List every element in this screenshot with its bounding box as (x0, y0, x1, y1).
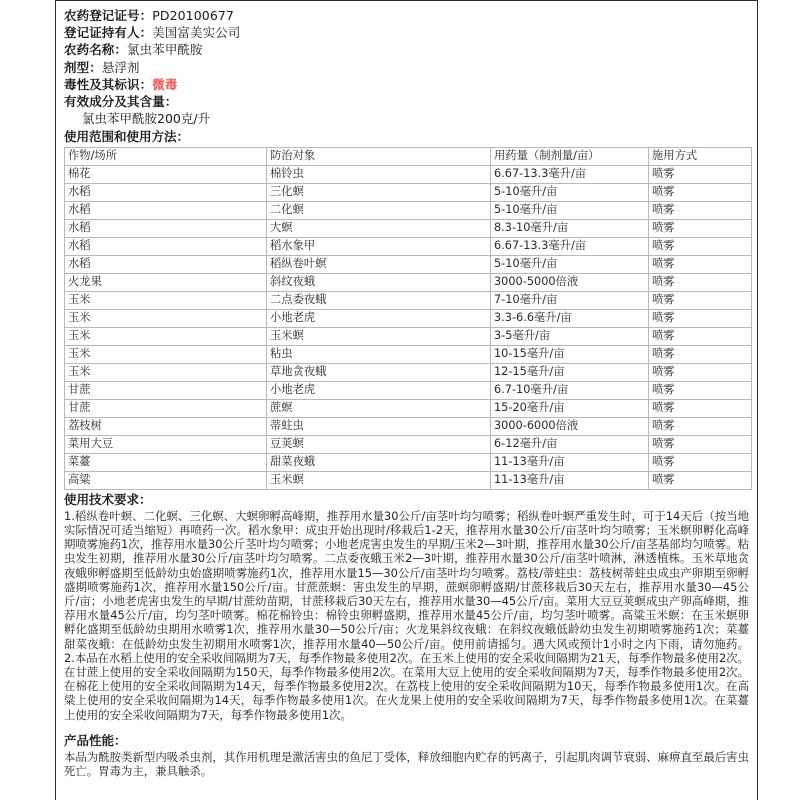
toxicity-line (64, 76, 749, 93)
cell-crop: 菜薹 (65, 453, 267, 471)
performance-section-body: 本品为酰胺类新型内吸杀虫剂，其作用机理是激活害虫的鱼尼丁受体，释放细胞内贮存的钙离子，引起肌肉调节衰弱、麻痹直至最后害虫死亡。胃毒为主，兼具触杀。 (64, 750, 749, 779)
cell-dosage: 8.3-10毫升/亩 (491, 219, 649, 237)
cell-target-pest: 蒂蛀虫 (267, 417, 491, 435)
cell-target-pest: 二点委夜蛾 (267, 291, 491, 309)
cell-application-method: 喷雾 (649, 183, 752, 201)
table-row (65, 237, 752, 255)
cell-crop: 玉米 (65, 327, 267, 345)
product-name-label: 农药名称： (64, 42, 128, 58)
cell-target-pest: 斜纹夜蛾 (267, 273, 491, 291)
cell-target-pest: 二化螟 (267, 201, 491, 219)
product-name-line (64, 41, 749, 58)
label-header (64, 7, 749, 127)
cell-target-pest: 玉米螟 (267, 471, 491, 489)
cell-target-pest: 蔗螟 (267, 399, 491, 417)
product-name-value: 氯虫苯甲酰胺 (127, 42, 203, 58)
cell-target-pest: 小地老虎 (267, 309, 491, 327)
table-row (65, 219, 752, 237)
table-row (65, 255, 752, 273)
cell-dosage: 6.67-13.3毫升/亩 (491, 237, 649, 255)
cell-application-method: 喷雾 (649, 255, 752, 273)
toxicity-label: 毒性及其标识： (64, 76, 153, 92)
cell-application-method: 喷雾 (649, 417, 752, 435)
active-ingredient-heading (64, 93, 749, 110)
cell-crop: 甘蔗 (65, 399, 267, 417)
technical-section-heading: 使用技术要求： (64, 491, 152, 507)
table-row (65, 273, 752, 291)
cell-crop: 甘蔗 (65, 381, 267, 399)
cell-application-method: 喷雾 (649, 219, 752, 237)
table-row (65, 471, 752, 489)
cell-crop: 玉米 (65, 345, 267, 363)
usage-table-body (65, 147, 752, 489)
formulation-line (64, 59, 749, 76)
active-ingredient-label: 有效成分及其含量： (64, 94, 178, 110)
cell-target-pest: 稻纵卷叶螟 (267, 255, 491, 273)
table-row (65, 363, 752, 381)
cell-dosage: 5-10毫升/亩 (491, 201, 649, 219)
cell-dosage: 6.7-10毫升/亩 (491, 381, 649, 399)
cell-crop: 玉米 (65, 309, 267, 327)
cell-application-method: 喷雾 (649, 363, 752, 381)
table-row (65, 417, 752, 435)
cell-target-pest: 玉米螟 (267, 327, 491, 345)
performance-section-heading: 产品性能： (64, 732, 127, 748)
column-header-dosage: 用药量（制剂量/亩） (491, 147, 649, 165)
usage-table (64, 147, 752, 490)
table-row (65, 183, 752, 201)
cell-dosage: 15-20毫升/亩 (491, 399, 649, 417)
cell-application-method: 喷雾 (649, 273, 752, 291)
table-row (65, 399, 752, 417)
cell-crop: 水稻 (65, 201, 267, 219)
usage-section-heading: 使用范围和使用方法： (64, 129, 190, 145)
cell-target-pest: 大螟 (267, 219, 491, 237)
formulation-value: 悬浮剂 (101, 59, 140, 75)
table-row (65, 435, 752, 453)
registration-number-label: 农药登记证号： (64, 8, 153, 23)
pesticide-label-page (55, 0, 758, 800)
cell-dosage: 7-10毫升/亩 (491, 291, 649, 309)
cell-crop: 水稻 (65, 255, 267, 273)
cell-crop: 菜用大豆 (65, 435, 267, 453)
cell-application-method: 喷雾 (649, 165, 752, 183)
cell-application-method: 喷雾 (649, 399, 752, 417)
cell-crop: 玉米 (65, 291, 267, 309)
cell-dosage: 6-12毫升/亩 (491, 435, 649, 453)
cell-dosage: 11-13毫升/亩 (491, 453, 649, 471)
table-row (65, 345, 752, 363)
cell-dosage: 12-15毫升/亩 (491, 363, 649, 381)
registration-number-line (64, 7, 749, 24)
registrant-line (64, 24, 749, 41)
cell-application-method: 喷雾 (649, 237, 752, 255)
cell-application-method: 喷雾 (649, 327, 752, 345)
cell-crop: 玉米 (65, 363, 267, 381)
table-row (65, 291, 752, 309)
column-header-application-method: 施用方式 (649, 147, 752, 165)
section-spacer (64, 722, 749, 731)
table-row (65, 165, 752, 183)
table-row (65, 201, 752, 219)
registrant-label: 登记证持有人： (64, 25, 153, 41)
table-header-row (65, 147, 752, 165)
cell-target-pest: 粘虫 (267, 345, 491, 363)
cell-target-pest: 豆荚螟 (267, 435, 491, 453)
active-ingredient-value: 氯虫苯甲酰胺200克/升 (82, 111, 211, 127)
table-row (65, 327, 752, 345)
cell-application-method: 喷雾 (649, 345, 752, 363)
cell-dosage: 3-5毫升/亩 (491, 327, 649, 345)
cell-dosage: 3.3-6.6毫升/亩 (491, 309, 649, 327)
cell-crop: 水稻 (65, 237, 267, 255)
cell-target-pest: 三化螟 (267, 183, 491, 201)
cell-crop: 棉花 (65, 165, 267, 183)
cell-target-pest: 甜菜夜蛾 (267, 453, 491, 471)
table-row (65, 309, 752, 327)
cell-target-pest: 小地老虎 (267, 381, 491, 399)
cell-application-method: 喷雾 (649, 435, 752, 453)
cell-target-pest: 草地贪夜蛾 (267, 363, 491, 381)
cell-application-method: 喷雾 (649, 201, 752, 219)
cell-target-pest: 稻水象甲 (267, 237, 491, 255)
cell-dosage: 3000-6000倍液 (491, 417, 649, 435)
cell-application-method: 喷雾 (649, 381, 752, 399)
cell-crop: 荔枝树 (65, 417, 267, 435)
cell-dosage: 5-10毫升/亩 (491, 183, 649, 201)
registration-number-value: PD20100677 (152, 8, 234, 23)
cell-crop: 水稻 (65, 183, 267, 201)
cell-application-method: 喷雾 (649, 471, 752, 489)
cell-dosage: 10-15毫升/亩 (491, 345, 649, 363)
table-row (65, 453, 752, 471)
formulation-label: 剂型： (64, 59, 102, 75)
table-row (65, 381, 752, 399)
cell-crop: 高粱 (65, 471, 267, 489)
cell-dosage: 5-10毫升/亩 (491, 255, 649, 273)
column-header-target-pest: 防治对象 (267, 147, 491, 165)
cell-crop: 火龙果 (65, 273, 267, 291)
cell-crop: 水稻 (65, 219, 267, 237)
cell-dosage: 11-13毫升/亩 (491, 471, 649, 489)
cell-application-method: 喷雾 (649, 291, 752, 309)
technical-section-body: 1.稻纵卷叶螟、二化螟、三化螟、大螟卵孵高峰期，推荐用水量30公斤/亩茎叶均匀喷雾；稻纵卷叶螟严重发生时，可于14天后（按当地实际情况可适当缩短）再喷药一次。稻水象甲：成虫开始出现时/移栽后1-2天，推荐用水量30公斤/亩茎叶均匀喷雾；玉米螟卵孵化高峰期喷雾施药1次，推荐用水量30公斤茎叶均匀喷雾；小地老虎害虫发生的早期/玉米2—3叶期，推荐用水量30公斤/亩茎基部均匀喷雾。粘虫发生初期，推荐用水量30公斤/亩茎叶均匀喷雾。二点委夜蛾玉米2—3叶期，推荐用水量30公斤/亩茎叶喷淋，淋透植株。玉米草地贪夜蛾卵孵盛期至低龄幼虫始盛期喷雾施药1次，推荐用水量15—30公斤/亩茎叶均匀喷雾。荔枝/蒂蛀虫：荔枝树蒂蛀虫成虫产卵期至卵孵盛期喷雾施药1次，推荐用水量150公斤/亩。甘蔗蔗螟：害虫发生的早期，蔗螟卵孵盛期/甘蔗移栽后30天左右，推荐用水量30—45公斤/亩；小地老虎害虫发生的早期/甘蔗幼苗期，甘蔗移栽后30天左右，推荐用水量30—45公斤/亩。菜用大豆豆荚螟成虫产卵高峰期，推荐用水量45公斤/亩，均匀茎叶喷雾。棉花棉铃虫：棉铃虫卵孵盛期，推荐用水量45公斤/亩，均匀茎叶喷雾。高粱玉米螟：在玉米螟卵孵化盛期至低龄幼虫期用水喷雾1次，推荐用水量30—50公斤/亩；火龙果斜纹夜蛾：在斜纹夜蛾低龄幼虫发生初期喷雾施药1次；菜薹甜菜夜蛾：在低龄幼虫发生初期用水喷雾1次，推荐用水量40—50公斤/亩。使用前请摇匀。遇大风或预计1小时之内下雨，请勿施药。 2.本品在水稻上使用的安全采收间隔期为7天，每季作物最多使用2次。在玉米上使用的安全采收间隔期为21天，每季作物最多使用2次。在甘蔗上使用的安全采收间隔期为150天，每季作物最多使用2次。在菜用大豆上使用的安全采收间隔期为7天，每季作物最多使用2次。在棉花上使用的安全采收间隔期为14天，每季作物最多使用2次。在荔枝上使用的安全采收间隔期为10天，每季作物最多使用1次。在高粱上使用的安全采收间隔期为14天，每季作物最多使用1次。在火龙果上使用的安全采收间隔期为7天，每季作物最多使用1次。在菜薹上使用的安全采收间隔期为7天，每季作物最多使用1次。 (64, 508, 749, 722)
cell-application-method: 喷雾 (649, 309, 752, 327)
toxicity-badge: 微毒 (152, 76, 178, 92)
cell-target-pest: 棉铃虫 (267, 165, 491, 183)
registrant-value: 美国富美实公司 (152, 25, 241, 41)
column-header-crop: 作物/场所 (65, 147, 267, 165)
cell-application-method: 喷雾 (649, 453, 752, 471)
cell-dosage: 3000-5000倍液 (491, 273, 649, 291)
cell-dosage: 6.67-13.3毫升/亩 (491, 165, 649, 183)
